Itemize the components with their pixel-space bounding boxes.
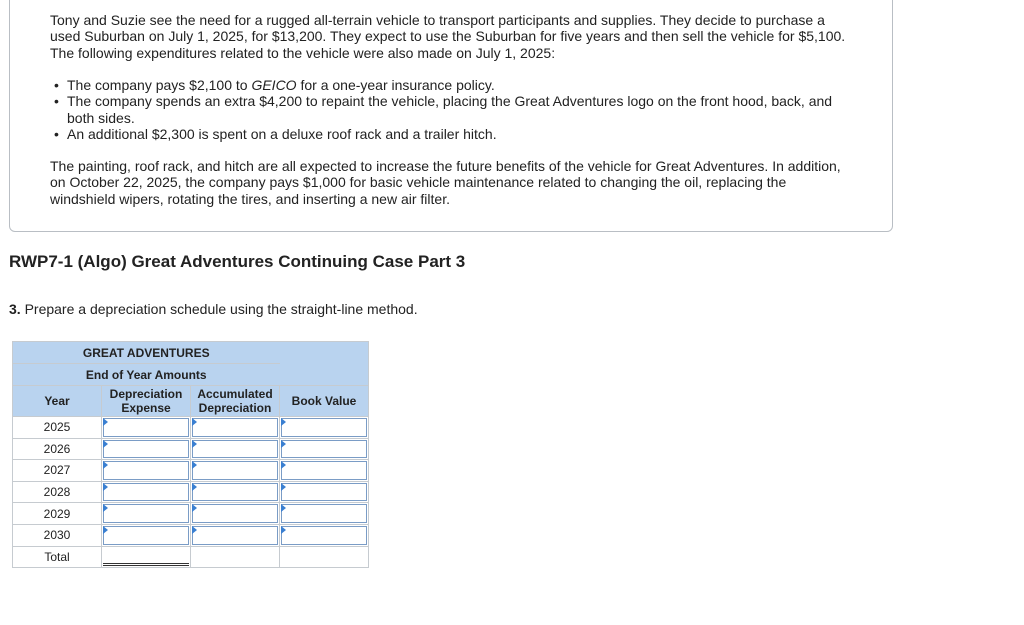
col-header-acc-line2: Depreciation: [198, 401, 272, 415]
accumulated-depreciation-input[interactable]: [192, 526, 278, 545]
col-header-dep-line1: Depreciation: [109, 387, 183, 401]
col-header-year: Year: [13, 386, 102, 417]
depreciation-expense-input[interactable]: [103, 440, 189, 459]
insurance-text-prefix: The company pays $2,100 to: [67, 77, 252, 93]
book-value-input[interactable]: [281, 418, 367, 437]
depreciation-expense-input[interactable]: [103, 526, 189, 545]
total-row: [13, 546, 369, 568]
year-cell: 2026: [13, 438, 102, 460]
expenditure-item-insurance: [50, 77, 840, 93]
book-value-input[interactable]: [281, 504, 367, 523]
depreciation-expense-input[interactable]: [103, 504, 189, 523]
insurer-name: GEICO: [251, 77, 297, 93]
question-text: Prepare a depreciation schedule using the straight-line method.: [20, 301, 418, 317]
year-cell: 2030: [13, 524, 102, 546]
year-cell: 2028: [13, 481, 102, 503]
col-header-dep-line2: Expense: [121, 401, 171, 415]
col-header-depreciation-expense: [102, 386, 191, 417]
depreciation-expense-input[interactable]: [103, 418, 189, 437]
book-value-input[interactable]: [281, 461, 367, 480]
table-row: [13, 524, 369, 546]
year-cell: 2027: [13, 460, 102, 482]
question-prompt: [9, 301, 418, 317]
question-number: 3.: [9, 301, 21, 317]
table-row: [13, 503, 369, 525]
schedule-title: GREAT ADVENTURES: [13, 342, 280, 364]
table-row: [13, 438, 369, 460]
col-header-acc-line1: Accumulated: [197, 387, 273, 401]
book-value-input[interactable]: [281, 526, 367, 545]
depreciation-expense-input[interactable]: [103, 461, 189, 480]
total-book-value-empty: [280, 546, 369, 568]
total-accumulated-empty: [191, 546, 280, 568]
col-header-accumulated-depreciation: [191, 386, 280, 417]
table-row: [13, 460, 369, 482]
accumulated-depreciation-input[interactable]: [192, 504, 278, 523]
table-row: [13, 481, 369, 503]
case-paragraph-2: The painting, roof rack, and hitch are all expected to increase the future benefits of the vehicle for Great Adventures. In addition, on October 22, 2025, the company pays $1,000 for basic vehicle maintenance related to changing the oil, replacing the windshield wipers, rotating the tires, and inserting a new air filter.: [50, 158, 841, 207]
section-title: RWP7-1 (Algo) Great Adventures Continuing Case Part 3: [9, 252, 466, 271]
accumulated-depreciation-input[interactable]: [192, 440, 278, 459]
col-header-book-value: Book Value: [280, 386, 369, 417]
book-value-input[interactable]: [281, 440, 367, 459]
total-label: Total: [13, 546, 102, 568]
year-cell: 2029: [13, 503, 102, 525]
schedule-title-spacer: [280, 342, 369, 386]
case-paragraph-1: Tony and Suzie see the need for a rugged all-terrain vehicle to transport participants and supplies. They decide to purchase a used Suburban on July 1, 2025, for $13,200. They expect to use the Suburban for five years and then sell the vehicle for $5,100. The following expenditures related to the vehicle were also made on July 1, 2025:: [50, 12, 846, 61]
expenditure-item-roof-rack: • An additional $2,300 is spent on a deluxe roof rack and a trailer hitch.: [50, 126, 840, 142]
total-depreciation-expense-input[interactable]: [103, 548, 189, 567]
accumulated-depreciation-input[interactable]: [192, 483, 278, 502]
expenditure-item-repaint: • The company spends an extra $4,200 to repaint the vehicle, placing the Great Adventures logo on the front hood, back, and both sides.: [50, 93, 840, 126]
expenditure-list: [50, 77, 840, 142]
insurance-text-suffix: for a one-year insurance policy.: [296, 77, 495, 93]
accumulated-depreciation-input[interactable]: [192, 418, 278, 437]
book-value-input[interactable]: [281, 483, 367, 502]
year-cell: 2025: [13, 417, 102, 439]
table-row: [13, 417, 369, 439]
accumulated-depreciation-input[interactable]: [192, 461, 278, 480]
depreciation-expense-input[interactable]: [103, 483, 189, 502]
depreciation-schedule-table: [12, 341, 369, 568]
schedule-subtitle: End of Year Amounts: [13, 364, 280, 386]
